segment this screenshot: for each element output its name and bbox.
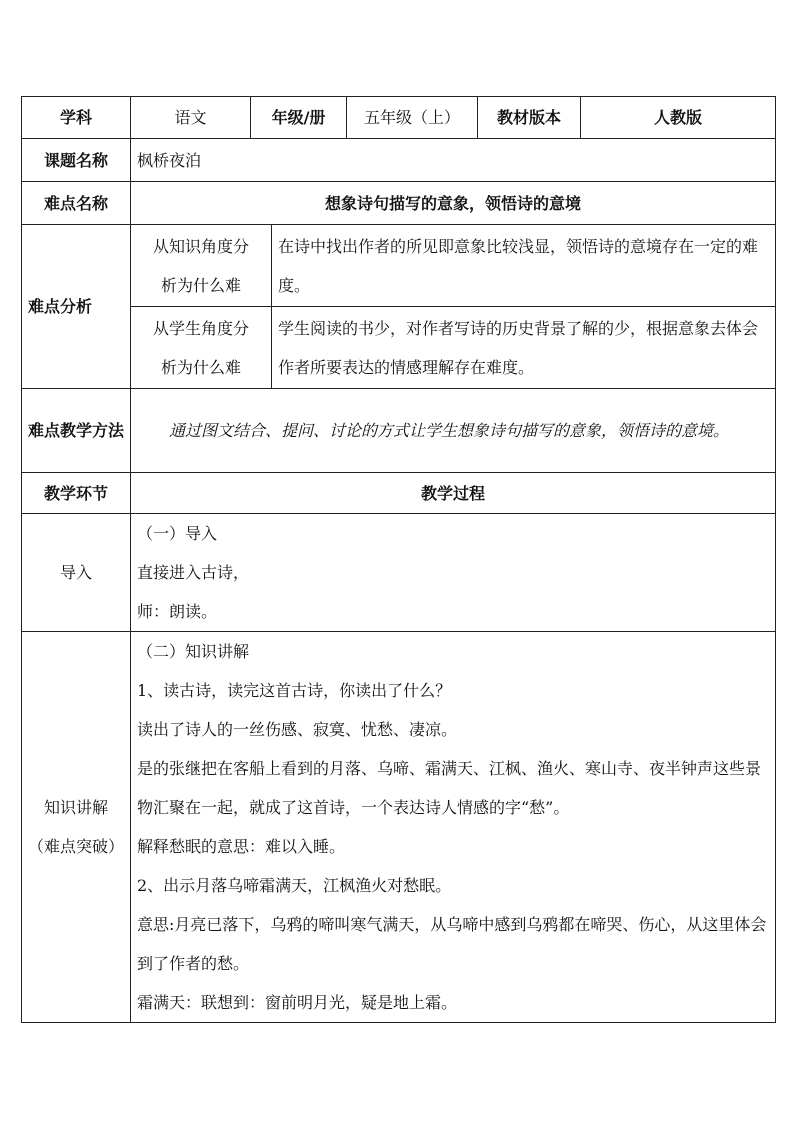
topic-value: 枫桥夜泊 [131, 139, 776, 182]
intro-line: 师：朗读。 [137, 602, 218, 621]
header-row [22, 97, 776, 139]
intro-stage: 导入 [22, 514, 131, 632]
knowledge-stage-line2: （难点突破） [28, 837, 125, 856]
intro-line: （一）导入 [137, 524, 218, 543]
difficulty-label: 难点名称 [22, 182, 131, 225]
knowledge-angle-content: 在诗中找出作者的所见即意象比较浅显，领悟诗的意境存在一定的难度。 [272, 225, 776, 307]
edition-label: 教材版本 [478, 97, 581, 139]
knowledge-paragraph-3: 意思:月亮已落下，乌鸦的啼叫寒气满天，从乌啼中感到乌鸦都在啼哭、伤心，从这里体会到了作者的愁。 [137, 915, 767, 973]
knowledge-angle-label-line2: 析为什么难 [160, 275, 241, 295]
method-label: 难点教学方法 [22, 389, 131, 473]
topic-label: 课题名称 [22, 139, 131, 182]
analysis-student-row [22, 307, 776, 389]
difficulty-value: 想象诗句描写的意象，领悟诗的意境 [131, 182, 776, 225]
knowledge-paragraph-1: 是的张继把在客船上看到的月落、乌啼、霜满天、江枫、渔火、寒山寺、夜半钟声这些景物汇聚在一起，就成了这首诗，一个表达诗人情感的字“愁”。 [137, 759, 762, 817]
knowledge-heading: （二）知识讲解 [137, 642, 250, 661]
knowledge-angle-label-line1: 从知识角度分 [152, 236, 249, 256]
knowledge-paragraph-2: 解释愁眠的意思：难以入睡。 [137, 837, 346, 856]
student-angle-label [131, 307, 272, 389]
method-row [22, 389, 776, 473]
stage-header: 教学环节 [22, 473, 131, 514]
subject-label: 学科 [22, 97, 131, 139]
knowledge-row [22, 632, 776, 1023]
intro-line: 直接进入古诗， [137, 563, 250, 582]
grade-label: 年级/册 [251, 97, 347, 139]
student-angle-label-line2: 析为什么难 [160, 357, 241, 377]
knowledge-stage-line1: 知识讲解 [43, 798, 108, 817]
topic-row [22, 139, 776, 182]
edition-value: 人教版 [581, 97, 776, 139]
subject-value: 语文 [131, 97, 251, 139]
knowledge-stage [22, 632, 131, 1023]
knowledge-question-2: 2、出示月落乌啼霜满天，江枫渔火对愁眠。 [137, 876, 452, 895]
knowledge-angle-label [131, 225, 272, 307]
student-angle-label-line1: 从学生角度分 [152, 318, 249, 338]
knowledge-answer-1: 读出了诗人的一丝伤感、寂寞、忧愁、凄凉。 [137, 720, 458, 739]
intro-row [22, 514, 776, 632]
lesson-plan-table [21, 96, 776, 1023]
knowledge-question-1: 1、读古诗，读完这首古诗，你读出了什么？ [137, 681, 452, 700]
student-angle-content: 学生阅读的书少，对作者写诗的历史背景了解的少，根据意象去体会作者所要表达的情感理解存在难度。 [272, 307, 776, 389]
process-header: 教学过程 [131, 473, 776, 514]
intro-content [131, 514, 776, 632]
difficulty-row [22, 182, 776, 225]
method-content: 通过图文结合、提问、讨论的方式让学生想象诗句描写的意象，领悟诗的意境。 [131, 389, 776, 473]
grade-value: 五年级（上） [347, 97, 478, 139]
analysis-knowledge-row [22, 225, 776, 307]
analysis-label: 难点分析 [22, 225, 131, 389]
process-header-row [22, 473, 776, 514]
knowledge-paragraph-4: 霜满天：联想到：窗前明月光，疑是地上霜。 [137, 993, 458, 1012]
knowledge-content [131, 632, 776, 1023]
